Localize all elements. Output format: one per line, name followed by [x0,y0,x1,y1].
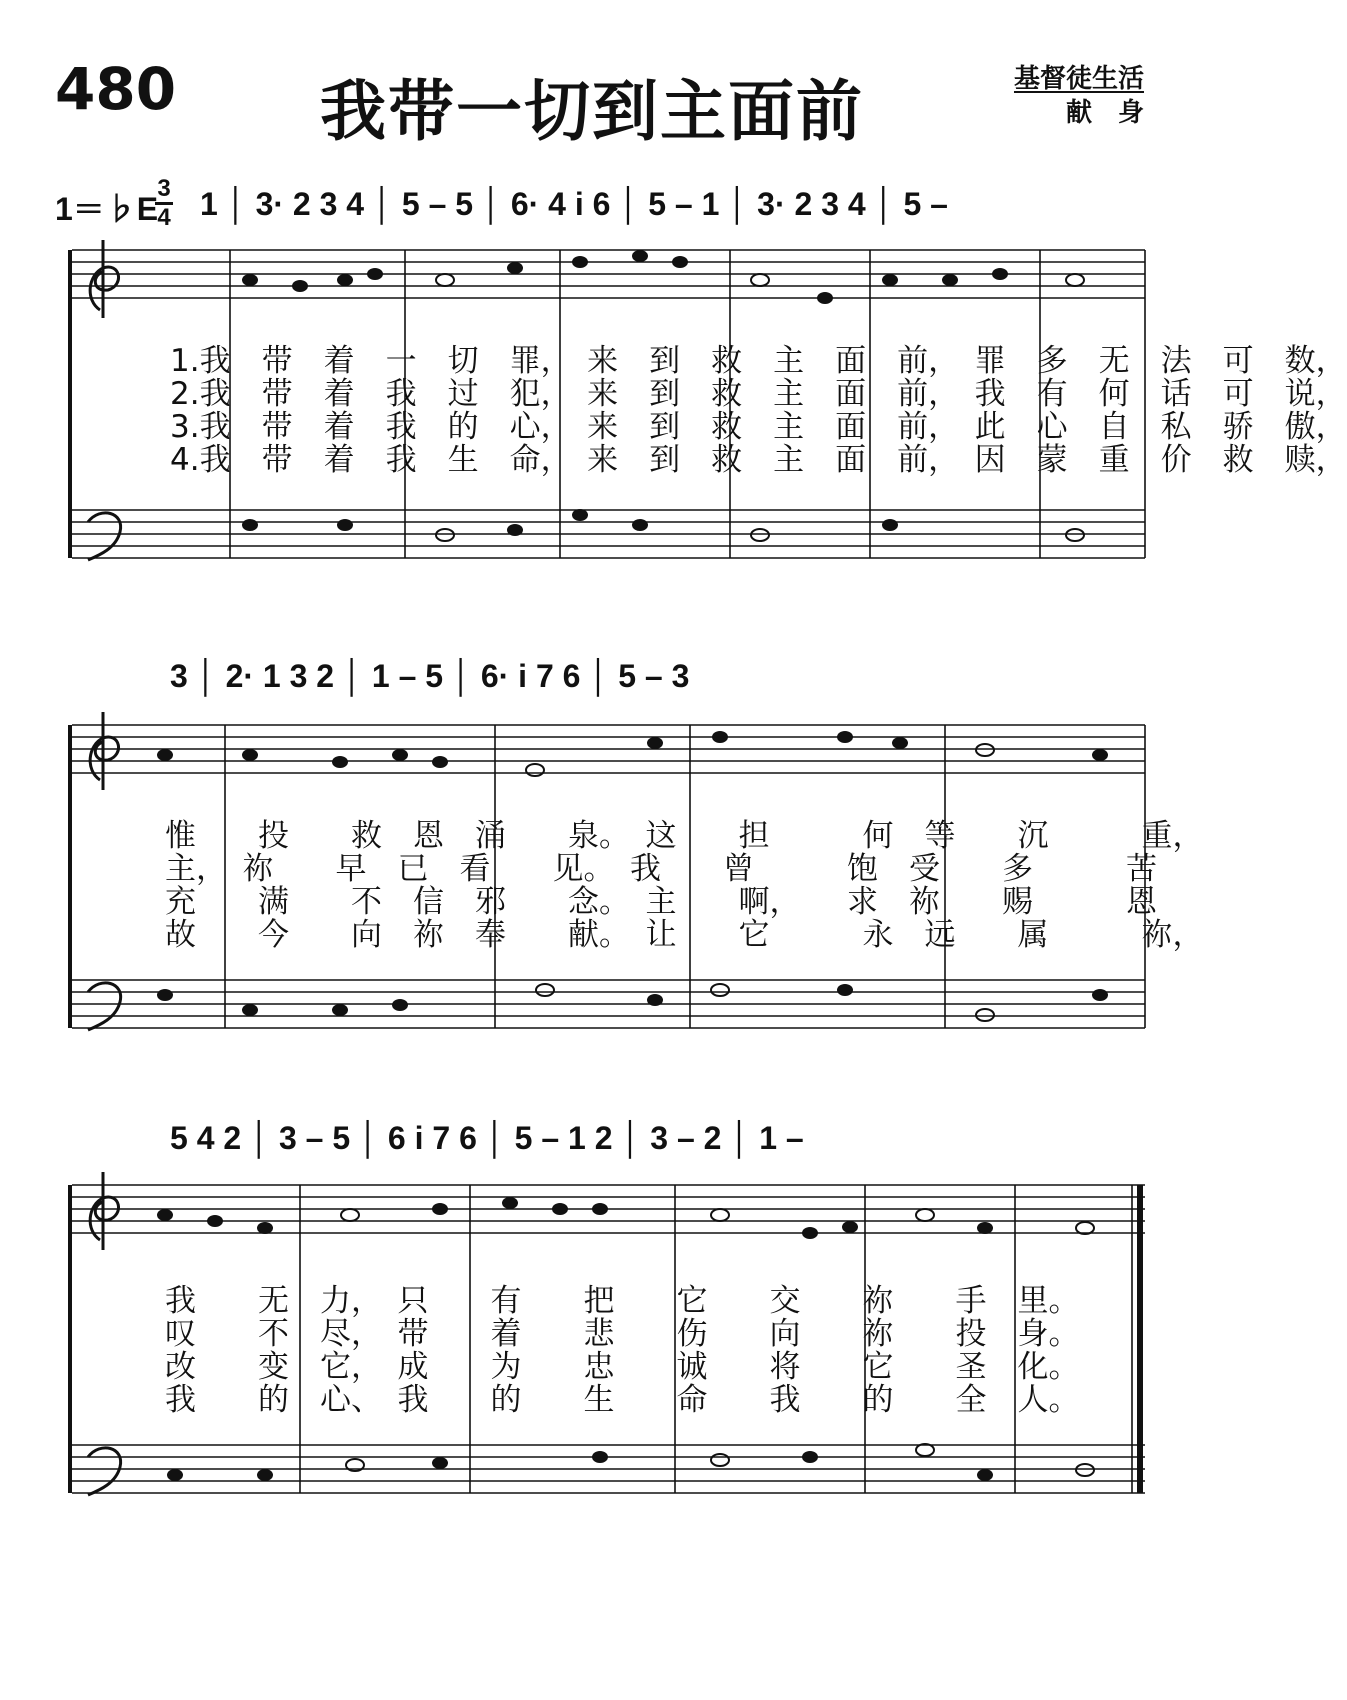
jianpu-line-2: 3 │ 2· 1 3 2 │ 1 – 5 │ 6· i 7 6 │ 5 – 3 [170,658,690,694]
lyrics-s3-verse-2: 叹 不 尽， 带 着 悲 伤 向 祢 投 身。 [165,1316,1080,1352]
lyrics-s2-verse-4: 故 今 向 祢 奉 献。 让 它 永 远 属 祢， [165,917,1204,953]
hymn-title: 我带一切到主面前 [320,73,864,150]
time-bottom: 4 [157,204,171,231]
lyrics-s1-verse-2: 2.我 带 着 我 过 犯， 来 到 救 主 面 前， 我 有 何 话 可 说， [170,376,1347,412]
time-top: 3 [157,175,171,202]
lyrics-s3-verse-1: 我 无 力， 只 有 把 它 交 祢 手 里。 [165,1283,1080,1319]
subcategory-label: 献 身 [1065,98,1144,128]
lyrics-s2-verse-3: 充 满 不 信 邪 念。 主 啊， 求 祢 赐 恩 [165,884,1157,920]
jianpu-line-3: 5 4 2 │ 3 – 5 │ 6 i 7 6 │ 5 – 1 2 │ 3 – 2 │ 1 – [170,1120,804,1156]
lyrics-s2-verse-1: 惟 投 救 恩 涌 泉。 这 担 何 等 沉 重， [165,818,1204,854]
lyrics-s2-verse-2: 主， 祢 早 已 看 见。 我 曾 饱 受 多 苦 [165,851,1157,887]
category-label: 基督徒生活 [1013,64,1144,94]
lyrics-s1-verse-3: 3.我 带 着 我 的 心， 来 到 救 主 面 前， 此 心 自 私 骄 傲， [170,409,1347,445]
hymn-number: 480 [55,55,177,123]
jianpu-line-1: 1 │ 3· 2 3 4 │ 5 – 5 │ 6· 4 i 6 │ 5 – 1 │ 3· 2 3 4 │ 5 – [200,186,948,222]
key-signature-label: 1＝♭E [55,191,159,227]
lyrics-s1-verse-1: 1.我 带 着 一 切 罪， 来 到 救 主 面 前， 罪 多 无 法 可 数， [170,343,1347,379]
lyrics-s3-verse-3: 改 变 它， 成 为 忠 诚 将 它 圣 化。 [165,1349,1080,1385]
lyrics-s3-verse-4: 我 的 心、 我 的 生 命 我 的 全 人。 [165,1382,1080,1418]
lyrics-s1-verse-4: 4.我 带 着 我 生 命， 来 到 救 主 面 前， 因 蒙 重 价 救 赎， [170,442,1347,478]
